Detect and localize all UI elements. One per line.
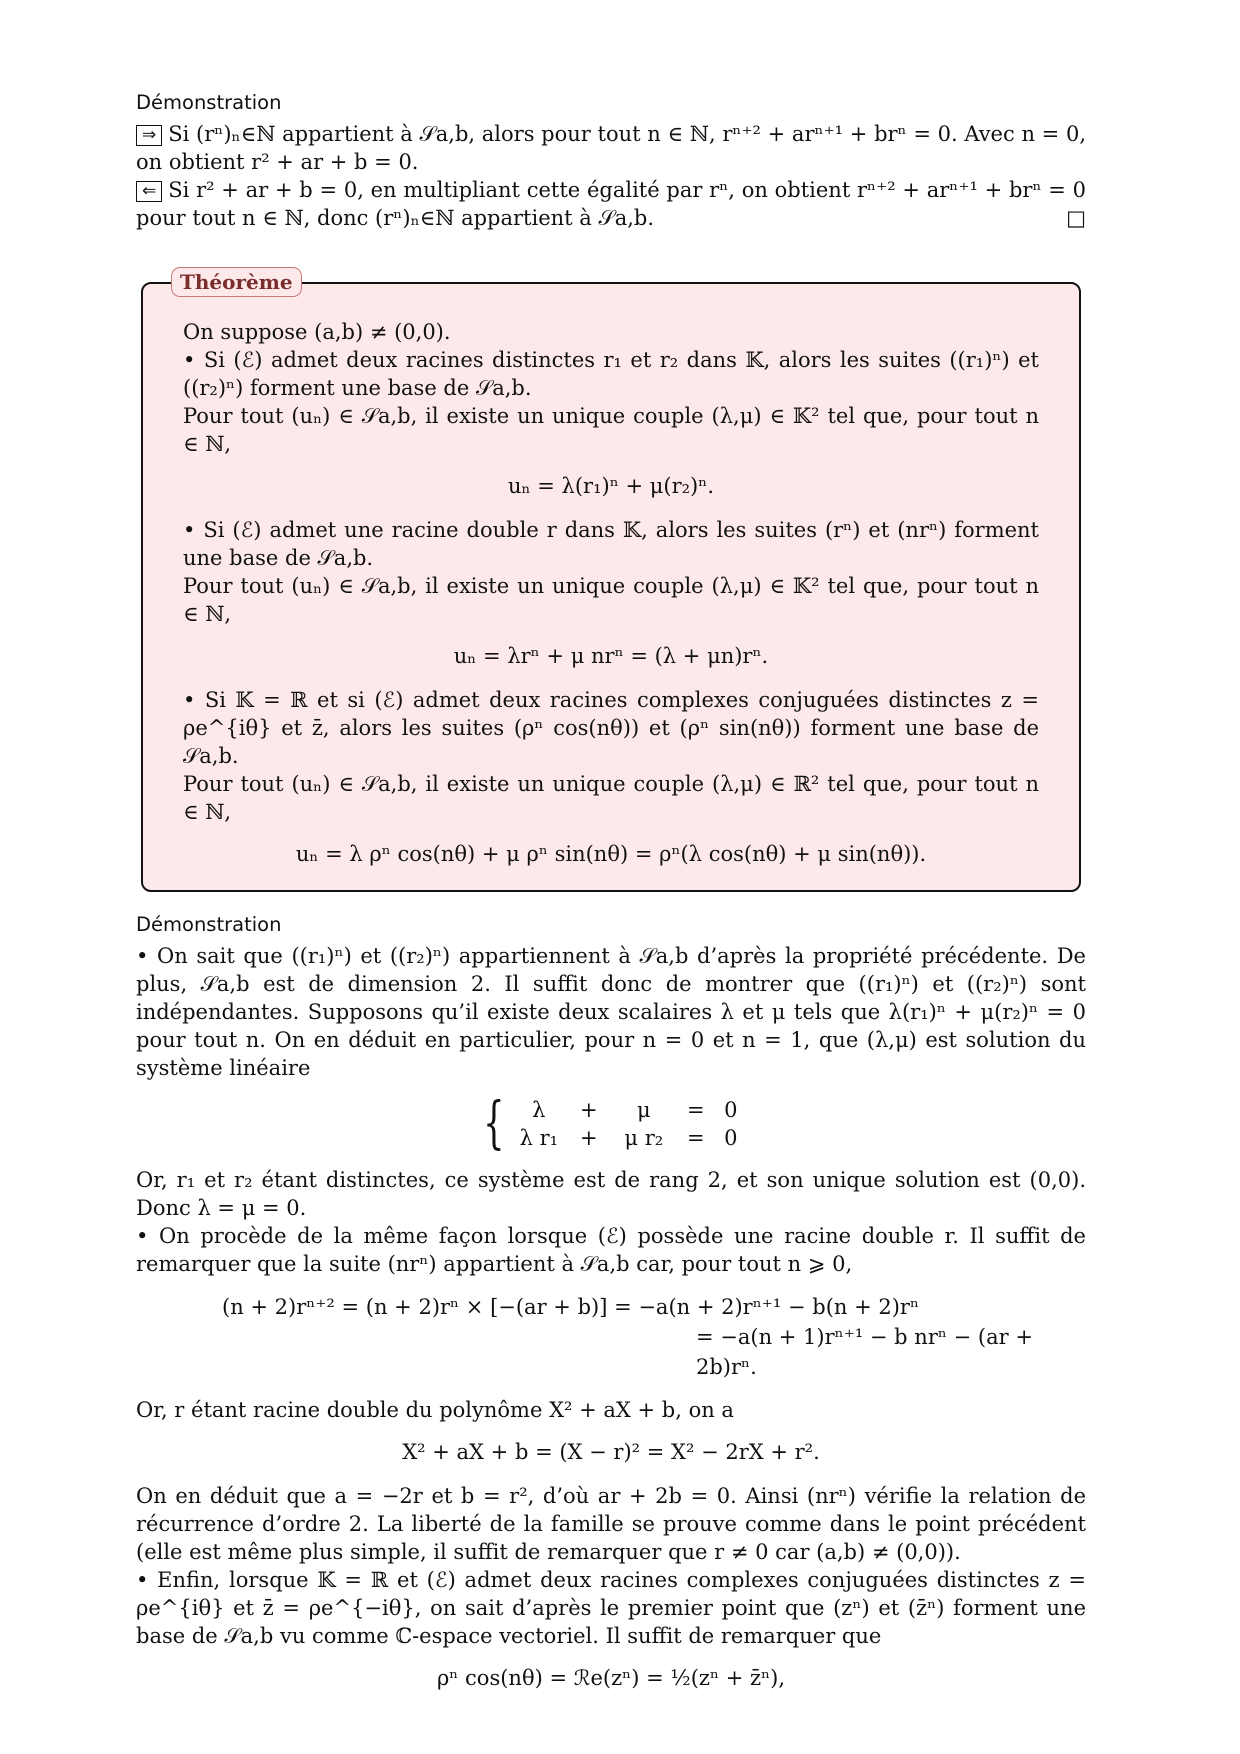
system-cell: μ r₂ [624, 1126, 664, 1150]
system-cell: + [580, 1126, 598, 1150]
theorem-box [141, 270, 1081, 892]
page-content [136, 88, 1086, 1708]
system-row [512, 1096, 746, 1124]
theorem-case-distinct-detail: Pour tout (uₙ) ∈ 𝒮a,b, il existe un unique couple (λ,μ) ∈ 𝕂² tel que, pour tout n ∈ ℕ, [183, 404, 1039, 456]
system-rows [512, 1096, 746, 1152]
formula-real-part: ρⁿ cos(nθ) = ℛe(zⁿ) = ½(zⁿ + z̄ⁿ), [436, 1666, 786, 1690]
proof-paragraph-rank: Or, r₁ et r₂ étant distinctes, ce système est de rang 2, et son unique solution est (0,0). Donc λ = μ = 0. [136, 1168, 1086, 1220]
system-cell: λ r₁ [519, 1126, 559, 1150]
backward-text: Si r² + ar + b = 0, en multipliant cette égalité par rⁿ, on obtient rⁿ⁺² + arⁿ⁺¹ + brⁿ = 0 pour tout n ∈ ℕ, donc (rⁿ)ₙ∈ℕ appartient à 𝒮a,b. [136, 178, 1086, 230]
left-brace-icon: { [483, 1091, 505, 1156]
demonstration-heading: Démonstration [136, 91, 282, 114]
theorem-formula-double: uₙ = λrⁿ + μ nrⁿ = (λ + μn)rⁿ. [453, 644, 769, 668]
proof-paragraph-polynomial: Or, r étant racine double du polynôme X² + aX + b, on a [136, 1398, 734, 1422]
proof-paragraph-double-root: • On procède de la même façon lorsque (ℰ) possède une racine double r. Il suffit de remarquer que la suite (nrⁿ) appartient à 𝒮a,b car, pour tout n ⩾ 0, [136, 1224, 1086, 1276]
formula-polynomial: X² + aX + b = (X − r)² = X² − 2rX + r². [402, 1440, 820, 1464]
aligned-equation [222, 1292, 1086, 1382]
linear-system [136, 1091, 1086, 1156]
aligned-equation-line-2: = −a(n + 1)rⁿ⁺¹ − b nrⁿ − (ar + 2b)rⁿ. [696, 1325, 1033, 1379]
theorem-case-double: • Si (ℰ) admet une racine double r dans 𝕂, alors les suites (rⁿ) et (nrⁿ) forment une base de 𝒮a,b. [183, 518, 1039, 570]
demonstration-heading: Démonstration [136, 913, 282, 936]
theorem-title: Théorème [171, 267, 302, 297]
system-cell: 0 [724, 1098, 738, 1122]
system-cell: μ [636, 1098, 651, 1122]
implied-by-arrow-icon: ⇐ [136, 181, 162, 202]
backward-implication [136, 176, 1086, 232]
demonstration-2 [136, 910, 1086, 1692]
qed-symbol: □ [1066, 206, 1086, 230]
system-cell: = [687, 1098, 705, 1122]
aligned-equation-line-1: (n + 2)rⁿ⁺² = (n + 2)rⁿ × [−(ar + b)] = −a(n + 2)rⁿ⁺¹ − b(n + 2)rⁿ [222, 1295, 920, 1319]
theorem-formula-distinct: uₙ = λ(r₁)ⁿ + μ(r₂)ⁿ. [508, 474, 714, 498]
forward-implication [136, 120, 1086, 176]
proof-paragraph-distinct: • On sait que ((r₁)ⁿ) et ((r₂)ⁿ) appartiennent à 𝒮a,b d’après la propriété précédente. De plus, 𝒮a,b est de dimension 2. Il suffit donc de montrer que ((r₁)ⁿ) et ((r₂)ⁿ) sont indépendantes. Supposons qu’il existe deux scalaires λ et μ tels que λ(r₁)ⁿ + μ(r₂)ⁿ = 0 pour tout n. On en déduit en particulier, pour n = 0 et n = 1, que (λ,μ) est solution du système linéaire [136, 944, 1086, 1080]
implies-arrow-icon: ⇒ [136, 125, 162, 146]
theorem-formula-complex: uₙ = λ ρⁿ cos(nθ) + μ ρⁿ sin(nθ) = ρⁿ(λ cos(nθ) + μ sin(nθ)). [295, 842, 927, 866]
proof-paragraph-complex: • Enfin, lorsque 𝕂 = ℝ et (ℰ) admet deux racines complexes conjuguées distinctes z = ρe^{iθ} et z̄ = ρe^{−iθ}, on sait d’après le premier point que (zⁿ) et (z̄ⁿ) forment une base de 𝒮a,b vu comme ℂ-espace vectoriel. Il suffit de remarquer que [136, 1568, 1086, 1648]
theorem-case-double-detail: Pour tout (uₙ) ∈ 𝒮a,b, il existe un unique couple (λ,μ) ∈ 𝕂² tel que, pour tout n ∈ ℕ, [183, 574, 1039, 626]
system-cell: = [687, 1126, 705, 1150]
system-row [512, 1124, 746, 1152]
theorem-intro: On suppose (a,b) ≠ (0,0). [183, 320, 451, 344]
system-cell: + [580, 1098, 598, 1122]
forward-text: Si (rⁿ)ₙ∈ℕ appartient à 𝒮a,b, alors pour tout n ∈ ℕ, rⁿ⁺² + arⁿ⁺¹ + brⁿ = 0. Avec n = 0, on obtient r² + ar + b = 0. [136, 122, 1086, 174]
theorem-case-complex: • Si 𝕂 = ℝ et si (ℰ) admet deux racines complexes conjuguées distinctes z = ρe^{iθ} et z̄, alors les suites (ρⁿ cos(nθ)) et (ρⁿ sin(nθ)) forment une base de 𝒮a,b. [183, 688, 1039, 768]
system-cell: 0 [724, 1126, 738, 1150]
theorem-case-distinct: • Si (ℰ) admet deux racines distinctes r₁ et r₂ dans 𝕂, alors les suites ((r₁)ⁿ) et ((r₂)ⁿ) forment une base de 𝒮a,b. [183, 348, 1039, 400]
system-cell: λ [532, 1098, 546, 1122]
proof-paragraph-conclusion: On en déduit que a = −2r et b = r², d’où ar + 2b = 0. Ainsi (nrⁿ) vérifie la relation de récurrence d’ordre 2. La liberté de la famille se prouve comme dans le point précédent (elle est même plus simple, il suffit de remarquer que r ≠ 0 car (a,b) ≠ (0,0)). [136, 1484, 1086, 1564]
theorem-case-complex-detail: Pour tout (uₙ) ∈ 𝒮a,b, il existe un unique couple (λ,μ) ∈ ℝ² tel que, pour tout n ∈ ℕ, [183, 772, 1039, 824]
